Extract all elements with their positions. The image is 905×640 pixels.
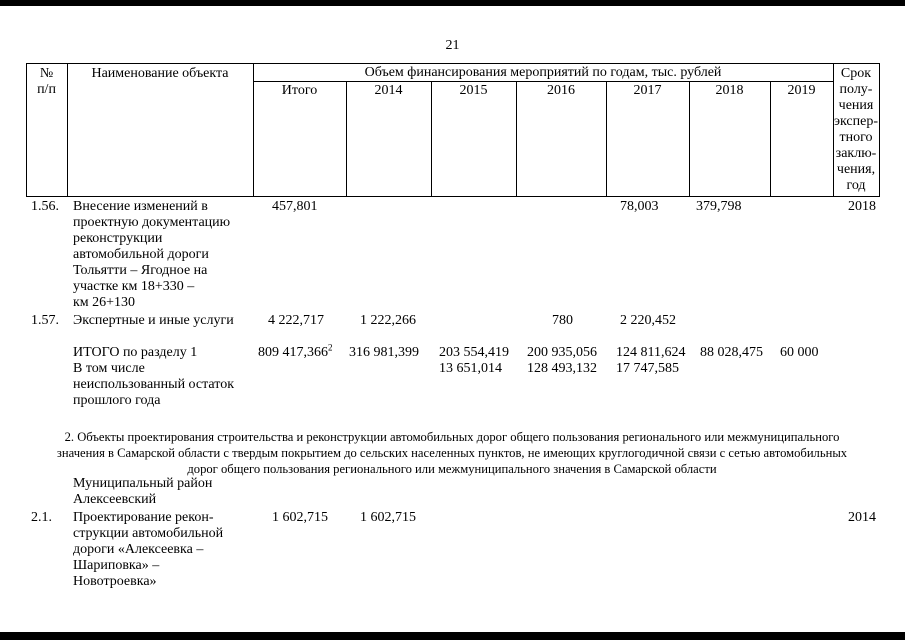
header-no-2: п/п <box>37 82 56 97</box>
header-year-2014: 2014 <box>374 83 403 98</box>
header-name: Наименование объекта <box>91 66 229 81</box>
bottom-scan-border <box>0 632 905 640</box>
header-year-2018: 2018 <box>715 83 744 98</box>
section-2-title: 2. Объекты проектирования строительства и реконструкции автомобильных дорог общего пользования регионального или межмуниципального значения в Самарской области с твердым покрытием до сельских населенных пунктов, не имеющих круглогодичной связи с сетью автомобильных дорог общего пользования регионального или межмуниципального значения в Самарской области <box>56 430 848 476</box>
header-funding: Объем финансирования мероприятий по годам, тыс. рублей <box>364 65 722 80</box>
header-year-2019: 2019 <box>787 83 816 98</box>
header-total: Итого <box>281 83 318 98</box>
page-number: 21 <box>445 38 460 53</box>
top-scan-border <box>0 0 905 6</box>
header-year-2015: 2015 <box>459 83 488 98</box>
header-no: № <box>39 66 54 81</box>
header-year-2017: 2017 <box>633 83 662 98</box>
header-year-2016: 2016 <box>547 83 575 98</box>
